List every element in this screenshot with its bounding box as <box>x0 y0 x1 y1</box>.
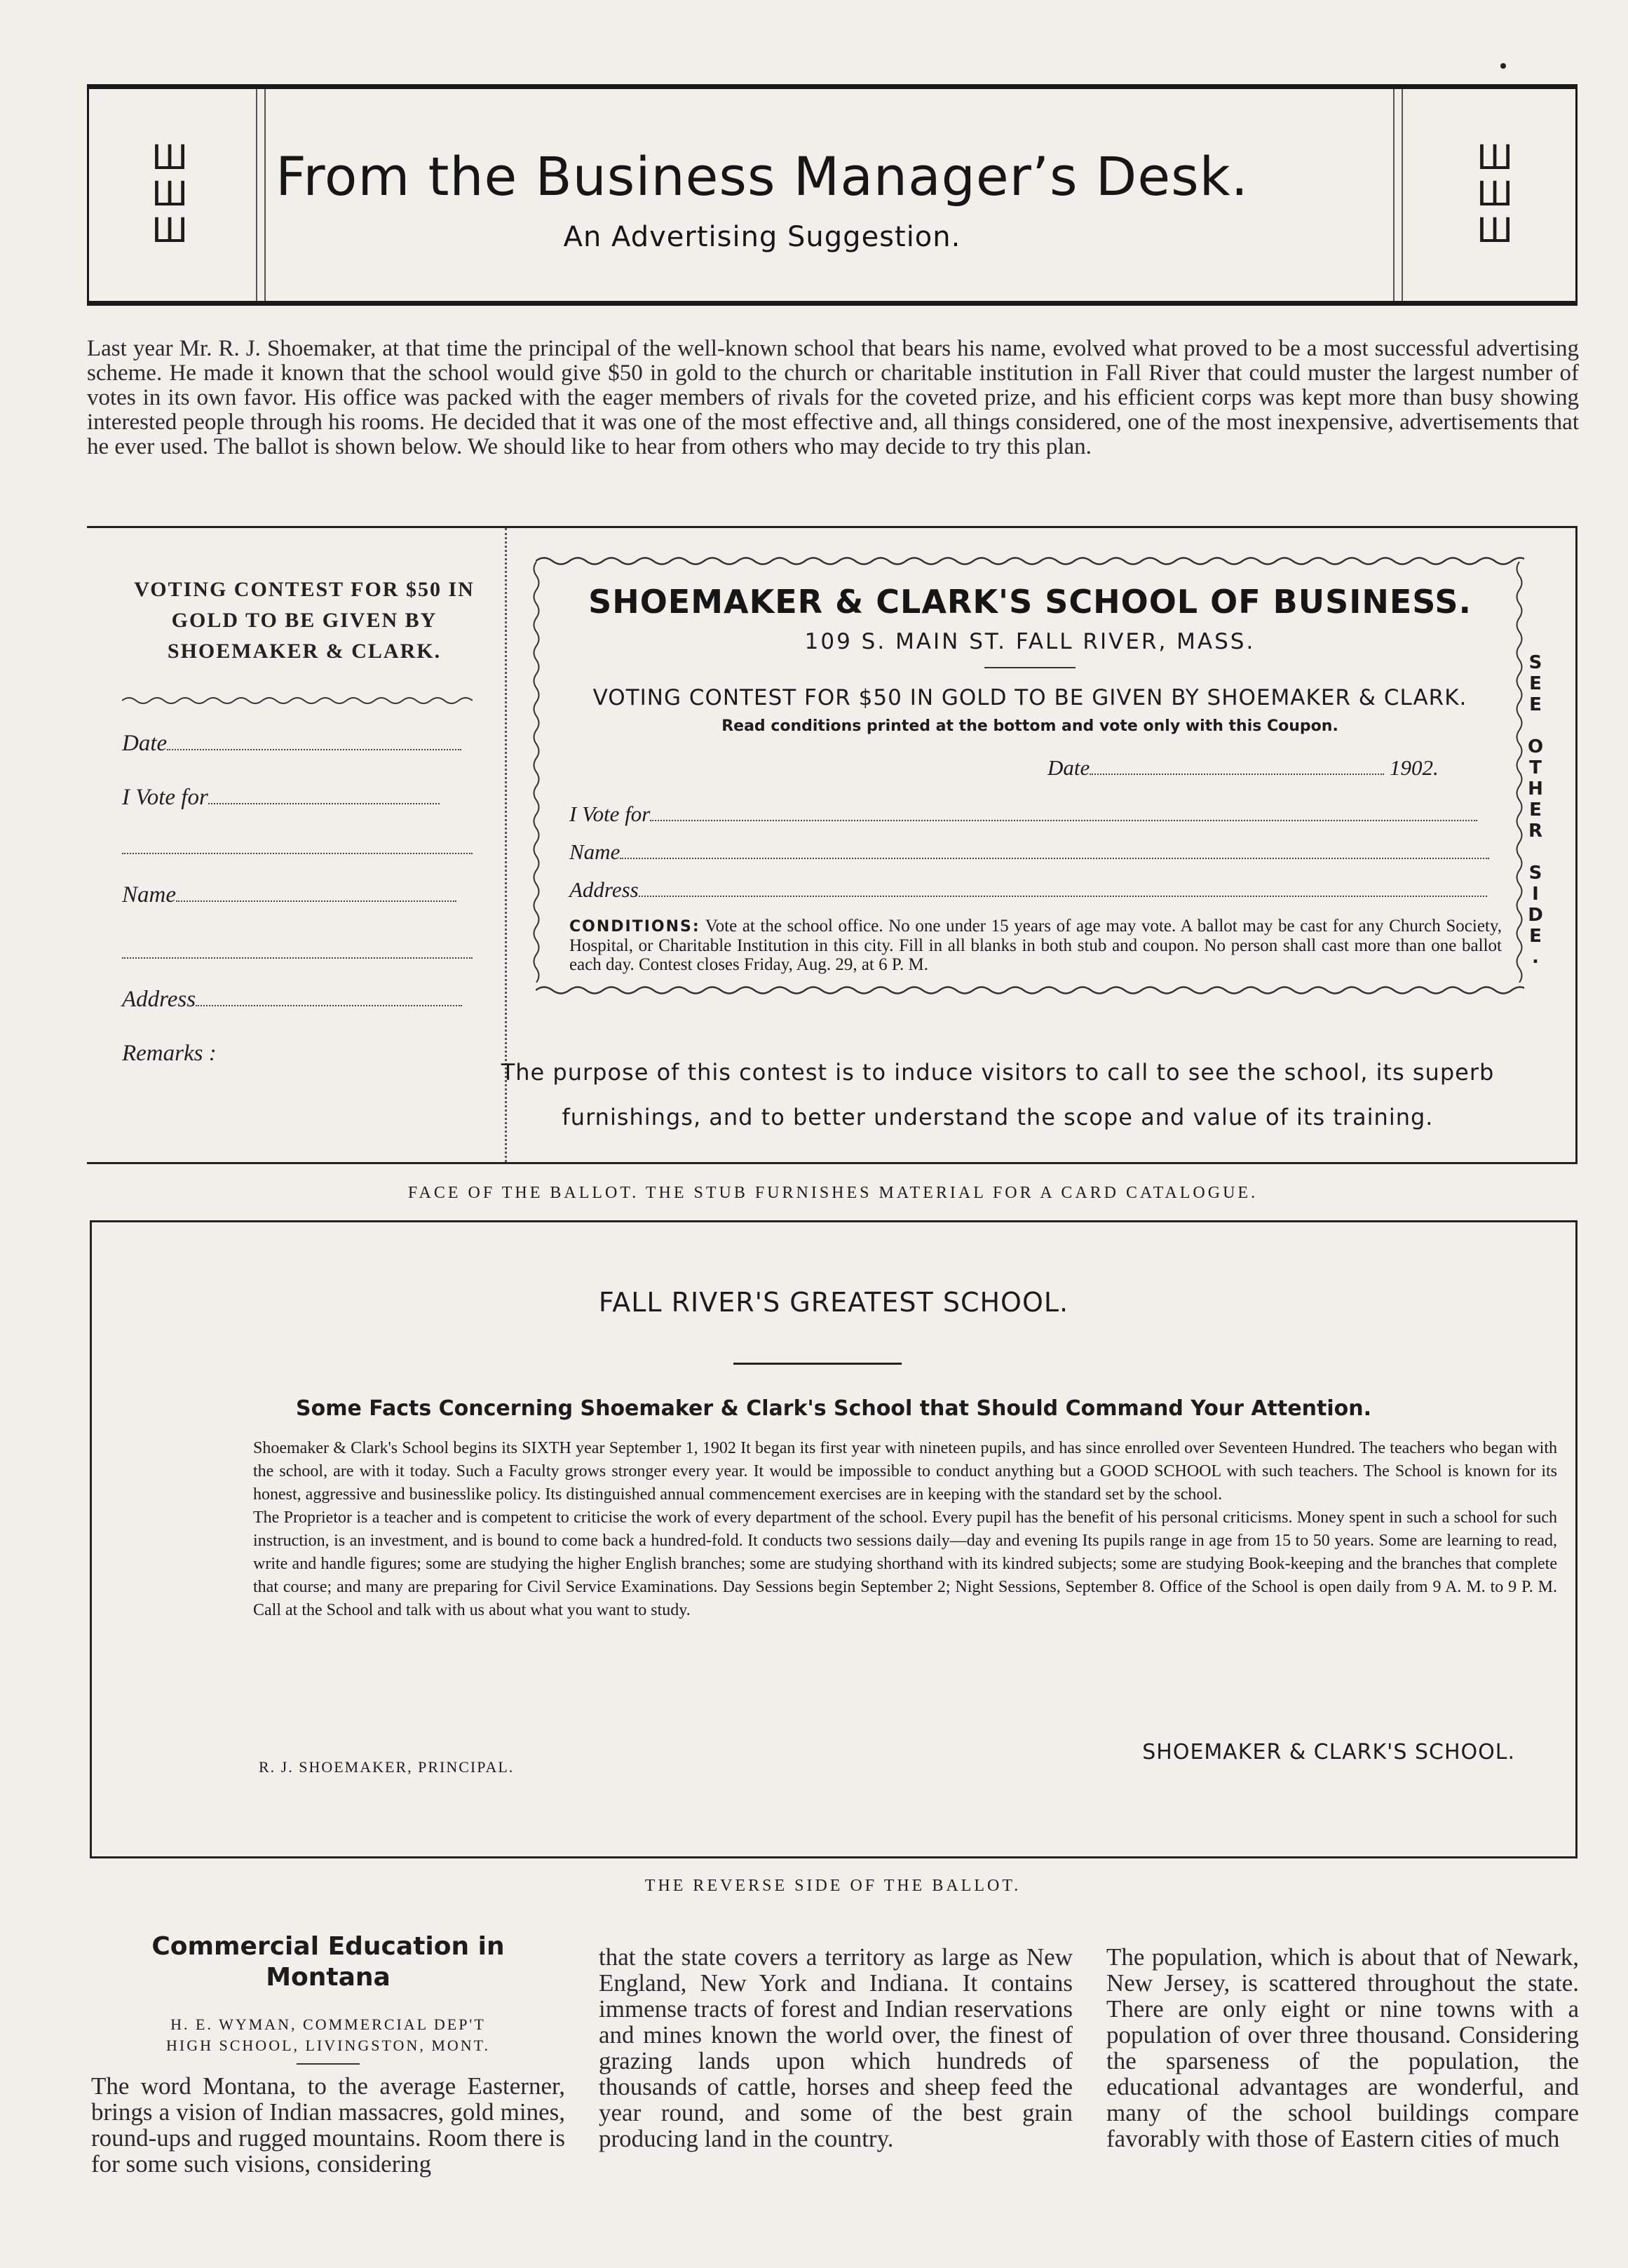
ballot-face <box>87 526 1578 1164</box>
ballot-stub <box>122 574 487 1067</box>
contest-purpose: The purpose of this contest is to induce visitors to call to see the school, its superb furnishings, and to better understand the scope and value of its training. <box>501 1059 1495 1130</box>
caption-face: FACE OF THE BALLOT. THE STUB FURNISHES MATERIAL FOR A CARD CATALOGUE. <box>407 1184 1259 1202</box>
article-byline: HIGH SCHOOL, LIVINGSTON, MONT. <box>166 2037 490 2054</box>
reverse-rule <box>733 1363 902 1365</box>
article-title: Commercial Education in Montana <box>151 1932 505 1992</box>
byline-rule <box>297 2063 360 2065</box>
see-other-side-label: S E E O T H E R S I D E . <box>1527 652 1544 968</box>
article-text: The word Montana, to the average Easterner, brings a vision of Indian massacres, gold mines, round-ups and rugged mountains. Room there is for some such visions, considering <box>91 2072 565 2178</box>
article-column-3: The population, which is about that of Newark, New Jersey, is scattered throughout the state. There are only eight or nine towns with a population of over three thousand. Considering the sparseness of the population, the educational advantages are wonderful, and many of the school buildings compare favorably with those of Eastern cities of much <box>1106 1943 1579 2152</box>
header-rule <box>1393 89 1395 301</box>
stub-vote-line <box>122 853 473 854</box>
ballot-coupon <box>536 555 1524 1004</box>
coupon-school-name: SHOEMAKER & CLARK'S SCHOOL OF BUSINESS. <box>588 583 1472 621</box>
reverse-subtitle: Some Facts Concerning Shoemaker & Clark's School that Should Command Your Attention. <box>295 1396 1372 1421</box>
reverse-paragraph: Shoemaker & Clark's School begins its SIXTH year September 1, 1902 It began its first year with nineteen pupils, and has since enrolled over Seventeen Hundred. The teachers who began with the school, are with it today. Such a Faculty grows stronger every year. It would be impossible to conduct anything but a GOOD SCHOOL with such teachers. The School is known for its honest, aggressive and businesslike policy. Its distinguished annual commencement exercises are in keeping with the standard set by the school. <box>253 1439 1557 1504</box>
tulip-ornament-icon: Ш Ш Ш <box>151 138 188 250</box>
stub-name-line <box>122 957 473 959</box>
stub-heading: VOTING CONTEST FOR $50 IN GOLD TO BE GIVEN BY SHOEMAKER & CLARK. <box>134 578 475 663</box>
coupon-address: 109 S. MAIN ST. FALL RIVER, MASS. <box>804 629 1256 654</box>
coupon-conditions: CONDITIONS: Vote at the school office. No one under 15 years of age may vote. A ballot may be cast for any Church Society, Hospital, or Charitable Institution in this city. Fill in all blanks in both stub and coupon. No person shall cast more than one ballot each day. Contest closes Friday, Aug. 29, at 6 P. M. <box>569 917 1502 974</box>
page-mark <box>1500 63 1506 69</box>
header-rule <box>1402 89 1403 301</box>
article-column-1 <box>91 1931 565 2177</box>
intro-paragraph: Last year Mr. R. J. Shoemaker, at that time the principal of the well-known school that bears his name, evolved what proved to be a most successful advertising scheme. He made it known that the school would give $50 in gold to the church or charitable institution in Fall River that could muster the largest number of votes in its own favor. His office was packed with the eager members of rivals for the coveted prize, and his efficient corps was kept more than busy showing interested people through his rooms. He decided that it was one of the most effective and, all things considered, one of the most inexpensive, advertisements that he ever used. The ballot is shown below. We should like to hear from others who may decide to try this plan. <box>87 336 1579 459</box>
coupon-date-field: Date 1902. <box>1047 755 1439 780</box>
coupon-rule <box>984 667 1076 668</box>
stub-date-field: Date <box>122 731 487 757</box>
article-column-2: that the state covers a territory as large as New England, New York and Indiana. It contains immense tracts of forest and Indian reservations and mines known the world over, the finest of grazing lands upon which hundreds of thousands of cattle, horses and sheep feed the year round, and some of the best grain producing land in the country. <box>599 1943 1073 2152</box>
article-byline: H. E. WYMAN, COMMERCIAL DEP'T <box>170 2016 486 2033</box>
stub-remarks-label: Remarks : <box>122 1041 217 1066</box>
ballot-reverse <box>90 1220 1578 1858</box>
wavy-border-top <box>536 555 1524 567</box>
reverse-body <box>253 1437 1557 1622</box>
caption-reverse: THE REVERSE SIDE OF THE BALLOT. <box>644 1877 1022 1895</box>
reverse-principal: R. J. SHOEMAKER, PRINCIPAL. <box>259 1758 515 1776</box>
header-banner <box>87 84 1578 306</box>
coupon-instructions: Read conditions printed at the bottom and vote only with this Coupon. <box>721 717 1338 735</box>
reverse-paragraph: The Proprietor is a teacher and is competent to criticise the work of every department of the school. Every pupil has the benefit of his personal criticisms. Money spent in such a school for such instruction, is an investment, and is bound to come back a hundred-fold. It conducts two sessions daily—day and evening Its pupils range in age from 15 to 50 years. Some are learning to read, write and handle figures; some are studying the higher English branches; some are studying shorthand with its kindred subjects; some are studying Book-keeping and the branches that complete that course; and many are preparing for Civil Service Examinations. Day Sessions begin September 2; Night Sessions, September 8. Office of the School is open daily from 9 A. M. to 9 P. M. Call at the School and talk with us about what you want to study. <box>253 1508 1557 1619</box>
wavy-rule <box>122 695 473 706</box>
page-subtitle: An Advertising Suggestion. <box>563 221 961 253</box>
coupon-contest: VOTING CONTEST FOR $50 IN GOLD TO BE GIVEN BY SHOEMAKER & CLARK. <box>592 685 1467 710</box>
tulip-ornament-icon: Ш Ш Ш <box>1477 138 1513 250</box>
stub-address-field: Address <box>122 987 487 1013</box>
page-title: From the Business Manager’s Desk. <box>276 145 1249 208</box>
reverse-title: FALL RIVER'S GREATEST SCHOOL. <box>598 1287 1069 1318</box>
coupon-name-field: Name <box>569 839 1489 865</box>
wavy-border-bottom <box>536 984 1524 997</box>
stub-name-field: Name <box>122 882 487 908</box>
coupon-address-field: Address <box>569 877 1487 903</box>
stub-vote-field: I Vote for <box>122 785 487 811</box>
wavy-border-left <box>531 562 541 983</box>
coupon-vote-field: I Vote for <box>569 802 1477 827</box>
reverse-school-signature: SHOEMAKER & CLARK'S SCHOOL. <box>1142 1740 1515 1764</box>
